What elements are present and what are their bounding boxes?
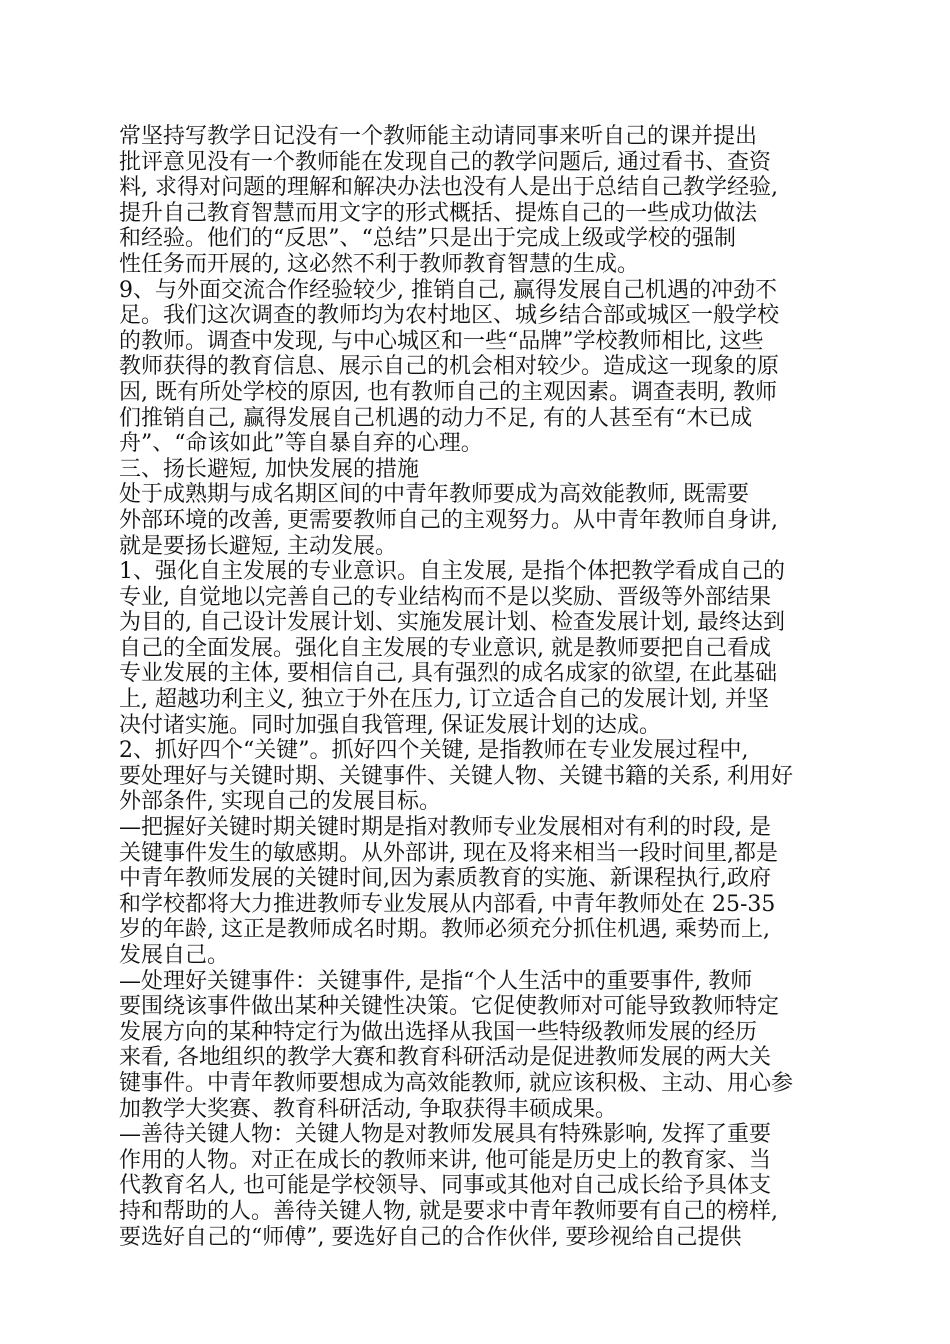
text-line: 岁的年龄, 这正是教师成名时期。教师必须充分抓住机遇, 乘势而上, [119, 917, 770, 943]
text-line: 常坚持写教学日记没有一个教师能主动请同事来听自己的课并提出 [119, 124, 758, 149]
text-line: 自己的全面发展。强化自主发展的专业意识, 就是教师要把自己看成 [119, 635, 771, 661]
text-line: 加教学大奖赛、教育科研活动, 争取获得丰硕成果。 [119, 1096, 617, 1122]
text-line: 9、与外面交流合作经验较少, 推销自己, 赢得发展自己机遇的冲劲不 [119, 277, 777, 303]
text-line: 们推销自己, 赢得发展自己机遇的动力不足, 有的人甚至有“木已成 [119, 405, 753, 431]
text-line: 处于成熟期与成名期区间的中青年教师要成为高效能教师, 既需要 [119, 482, 749, 508]
text-line: 和经验。他们的“反思”、“总结”只是出于完成上级或学校的强制 [119, 226, 736, 252]
text-line: 来看, 各地组织的教学大赛和教育科研活动是促进教师发展的两大关 [119, 1045, 771, 1071]
text-line: 上, 超越功利主义, 独立于外在压力, 订立适合自己的发展计划, 并坚 [119, 687, 769, 713]
text-line: 中青年教师发展的关键时间,因为素质教育的实施、新课程执行,政府 [119, 866, 771, 892]
text-line: 外部条件, 实现自己的发展目标。 [119, 789, 441, 815]
text-line: 发展自己。 [119, 943, 230, 968]
body-text [119, 124, 834, 1250]
text-line: 决付诸实施。同时加强自我管理, 保证发展计划的达成。 [119, 712, 661, 738]
text-line: 为目的, 自己设计发展计划、实施发展计划、检查发展计划, 最终达到 [119, 610, 785, 636]
text-line: 2、抓好四个“关键”。抓好四个关键, 是指教师在专业发展过程中, [119, 738, 749, 764]
text-line: 就是要扬长避短, 主动发展。 [119, 533, 397, 559]
text-line: 教师获得的教育信息、展示自己的机会相对较少。造成这一现象的原 [119, 354, 780, 380]
text-line: 性任务而开展的, 这必然不利于教师教育智慧的生成。 [119, 251, 639, 277]
text-line: 提升自己教育智慧而用文字的形式概括、提炼自己的一些成功做法 [119, 200, 758, 226]
text-line: 要围绕该事件做出某种关键性决策。它促使教师对可能导致教师特定 [119, 994, 780, 1020]
text-line: 发展方向的某种特定行为做出选择从我国一些特级教师发展的经历 [119, 1019, 758, 1045]
text-line: —把握好关键时期关键时期是指对教师专业发展相对有利的时段, 是 [119, 815, 771, 841]
text-line: 关键事件发生的敏感期。从外部讲, 现在及将来相当一段时间里,都是 [119, 840, 778, 866]
text-line: 的教师。调查中发现, 与中心城区和一些“品牌”学校教师相比, 这些 [119, 328, 764, 354]
text-line: 要选好自己的“师傅”, 要选好自己的合作伙伴, 要珍视给自己提供 [119, 1224, 742, 1250]
text-line: 批评意见没有一个教师能在发现自己的教学问题后, 通过看书、查资 [119, 149, 771, 175]
text-line: 专业发展的主体, 要相信自己, 具有强烈的成名成家的欲望, 在此基础 [119, 661, 777, 687]
text-line: 作用的人物。对正在成长的教师来讲, 他可能是历史上的教育家、当 [119, 1147, 771, 1173]
section-heading: 三、扬长避短, 加快发展的措施 [119, 456, 419, 482]
text-line: 和学校都将大力推进教师专业发展从内部看, 中青年教师处在 25-35 [119, 891, 776, 917]
text-line: —善待关键人物：关键人物是对教师发展具有特殊影响, 发挥了重要 [119, 1122, 771, 1148]
text-line: 1、强化自主发展的专业意识。自主发展, 是指个体把教学看成自己的 [119, 559, 785, 585]
text-line: 料, 求得对问题的理解和解决办法也没有人是出于总结自己教学经验, [119, 175, 778, 201]
text-line: 持和帮助的人。善待关键人物, 就是要求中青年教师要有自己的榜样, [119, 1198, 778, 1224]
text-line: 要处理好与关键时期、关键事件、关键人物、关键书籍的关系, 利用好 [119, 763, 793, 789]
text-line: —处理好关键事件：关键事件, 是指“个人生活中的重要事件, 教师 [119, 968, 753, 994]
text-line: 足。我们这次调查的教师均为农村地区、城乡结合部或城区一般学校 [119, 303, 780, 329]
text-line: 外部环境的改善, 更需要教师自己的主观努力。从中青年教师自身讲, [119, 507, 778, 533]
text-line: 因, 既有所处学校的原因, 也有教师自己的主观因素。调查表明, 教师 [119, 379, 777, 405]
text-line: 键事件。中青年教师要想成为高效能教师, 就应该积极、主动、用心参 [119, 1070, 793, 1096]
text-line: 代教育名人, 也可能是学校领导、同事或其他对自己成长给予具体支 [119, 1173, 771, 1199]
text-line: 专业, 自觉地以完善自己的专业结构而不是以奖励、晋级等外部结果 [119, 584, 771, 610]
text-line: 舟”、“命该如此”等自暴自弃的心理。 [119, 431, 483, 457]
